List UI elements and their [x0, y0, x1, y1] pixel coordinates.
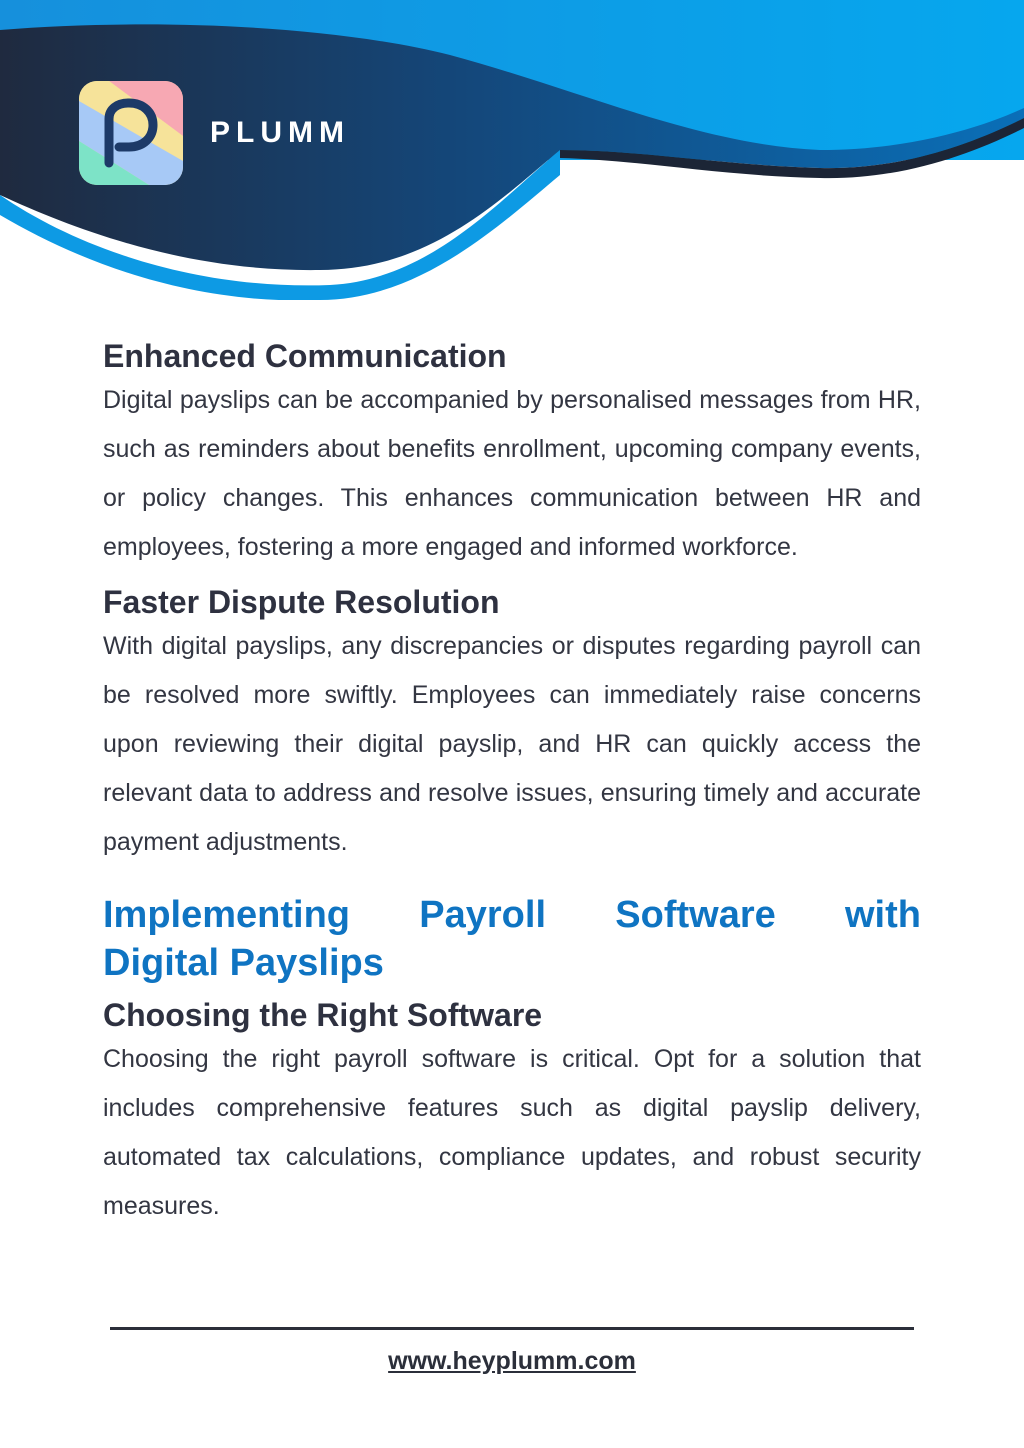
main-heading-word: with: [845, 894, 921, 936]
main-heading-word: Payroll: [419, 894, 547, 936]
subsection-heading: Choosing the Right Software: [103, 997, 543, 1033]
main-heading: [103, 891, 921, 987]
section-heading-dispute: Faster Dispute Resolution: [103, 584, 500, 620]
section-body-communication: Digital payslips can be accompanied by personalised messages from HR, such as reminders about benefits enrollment, upcoming company events, or policy changes. This enhances communication between HR and employees, fostering a more engaged and informed workforce.: [103, 386, 921, 561]
footer-divider: [110, 1327, 914, 1330]
plumm-p-logo-icon: [79, 81, 183, 185]
section-heading-communication: Enhanced Communication: [103, 338, 507, 374]
footer-website-link[interactable]: www.heyplumm.com: [388, 1347, 636, 1375]
subsection-body: Choosing the right payroll software is critical. Opt for a solution that includes comprehensive features such as digital payslip delivery, automated tax calculations, compliance updates, and robust security measures.: [103, 1045, 921, 1220]
main-heading-line2: Digital Payslips: [103, 942, 384, 984]
section-body-dispute: With digital payslips, any discrepancies or disputes regarding payroll can be resolved more swiftly. Employees can immediately raise concerns upon reviewing their digital payslip, and HR can quickly access the relevant data to address and resolve issues, ensuring timely and accurate payment adjustments.: [103, 632, 921, 856]
document-body: [103, 336, 921, 1231]
main-heading-word: Implementing: [103, 894, 351, 936]
brand-name: PLUMM: [210, 116, 350, 149]
main-heading-word: Software: [615, 894, 776, 936]
main-heading-line1: [103, 891, 921, 939]
